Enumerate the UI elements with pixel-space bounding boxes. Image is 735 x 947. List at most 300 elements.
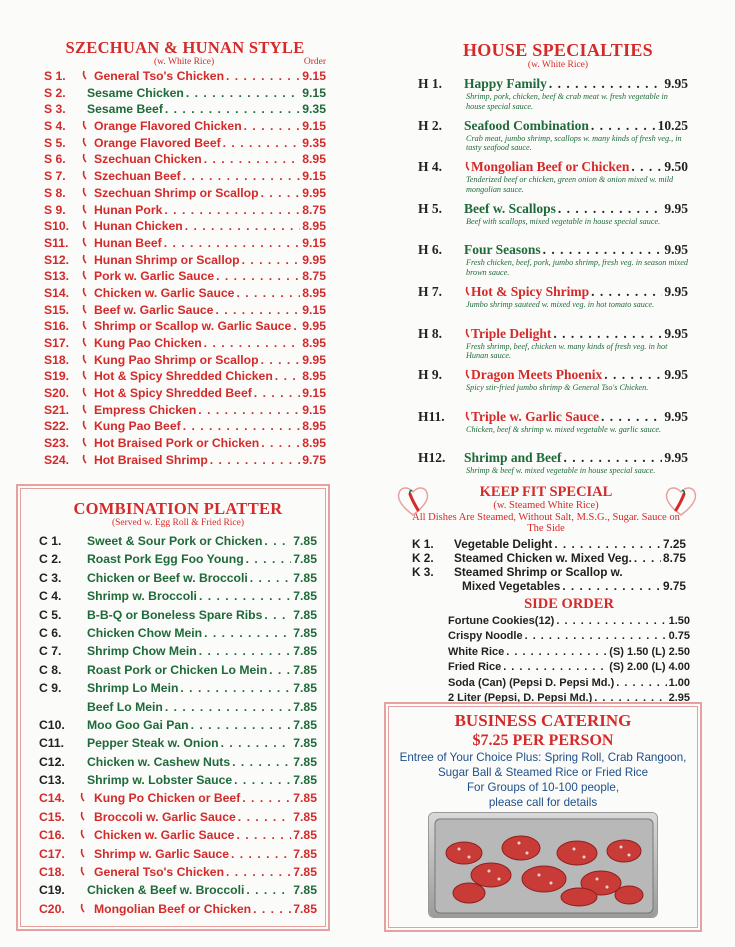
menu-item-row bbox=[39, 569, 317, 587]
item-name: Kung Pao Shrimp or Scallop bbox=[94, 352, 259, 367]
dot-leader bbox=[261, 352, 301, 369]
item-code: S12. bbox=[44, 252, 70, 267]
dot-leader bbox=[604, 367, 662, 383]
house-item bbox=[418, 326, 688, 368]
menu-item-row bbox=[418, 159, 688, 175]
item-name: Dragon Meets Phoenix bbox=[471, 367, 603, 383]
dot-leader bbox=[221, 734, 292, 752]
item-price: 1.50 bbox=[668, 615, 690, 627]
dot-leader bbox=[231, 845, 291, 863]
item-price: 9.95 bbox=[664, 76, 688, 91]
item-price: 7.85 bbox=[293, 552, 317, 567]
catering-title: BUSINESS CATERING bbox=[454, 711, 632, 730]
item-code: C16. bbox=[39, 828, 65, 843]
szechuan-subheader bbox=[44, 57, 326, 67]
dot-leader bbox=[236, 826, 291, 844]
dot-leader bbox=[543, 242, 663, 258]
menu-item-row bbox=[39, 863, 317, 881]
item-name: Pork w. Garlic Sauce bbox=[94, 269, 215, 284]
item-name: Beef w. Scallops bbox=[464, 200, 556, 216]
house-specialties-section bbox=[418, 40, 688, 492]
item-name: Hunan Beef bbox=[94, 235, 162, 250]
dot-leader bbox=[165, 698, 291, 716]
item-name: Seafood Combination bbox=[464, 117, 589, 133]
item-price: 9.15 bbox=[302, 85, 326, 100]
item-description: Shrimp & beef w. mixed vegetable in house special sauce. bbox=[466, 466, 656, 476]
item-price: 7.85 bbox=[293, 570, 317, 585]
menu-item-row bbox=[44, 318, 326, 335]
dot-leader bbox=[226, 68, 300, 85]
item-name: Orange Flavored Beef bbox=[94, 135, 221, 150]
item-name: Kung Po Chicken or Beef bbox=[94, 791, 241, 806]
dot-leader bbox=[601, 409, 662, 425]
item-code: C12. bbox=[39, 754, 65, 769]
heart-chili-icon bbox=[396, 484, 430, 518]
house-item bbox=[418, 367, 688, 409]
item-name: White Rice bbox=[448, 645, 505, 658]
menu-item-row bbox=[448, 660, 690, 675]
item-code: S10. bbox=[44, 219, 70, 234]
menu-item-row bbox=[412, 551, 686, 565]
catering-line: Sugar Ball & Steamed Rice or Fried Rice bbox=[437, 766, 649, 779]
item-name: Fortune Cookies(12) bbox=[448, 615, 555, 627]
item-name: Happy Family bbox=[464, 76, 547, 91]
menu-item-row bbox=[39, 734, 317, 752]
item-price: 8.95 bbox=[302, 152, 326, 167]
menu-item-row bbox=[418, 409, 688, 425]
dot-leader bbox=[238, 808, 291, 826]
item-code: S15. bbox=[44, 302, 70, 317]
dot-leader bbox=[234, 771, 291, 789]
item-price: 9.75 bbox=[663, 578, 686, 593]
item-code: C13. bbox=[39, 773, 65, 788]
menu-item-row bbox=[39, 808, 317, 826]
menu-item-row bbox=[39, 587, 317, 605]
item-name: Roast Pork or Chicken Lo Mein bbox=[87, 662, 268, 677]
menu-item-row bbox=[39, 900, 317, 918]
chili-pepper-icon bbox=[82, 219, 88, 235]
dot-leader bbox=[554, 537, 661, 551]
menu-item-row bbox=[418, 76, 688, 92]
chili-pepper-icon bbox=[82, 353, 88, 369]
catering-line: For Groups of 10-100 people, bbox=[466, 781, 620, 794]
item-code: S 8. bbox=[44, 185, 66, 200]
item-price: 9.15 bbox=[302, 169, 326, 184]
item-name: Shrimp Chow Mein bbox=[87, 644, 197, 659]
menu-item-row bbox=[39, 881, 317, 899]
menu-item-row bbox=[39, 624, 317, 642]
item-price: 9.75 bbox=[302, 452, 326, 467]
house-item-list bbox=[418, 76, 688, 492]
menu-item-row bbox=[412, 579, 686, 593]
chili-pepper-icon bbox=[82, 336, 88, 352]
dot-leader bbox=[198, 402, 300, 419]
house-title: HOUSE SPECIALTIES bbox=[462, 40, 653, 60]
item-price: 8.95 bbox=[302, 219, 326, 234]
menu-item-row bbox=[418, 201, 688, 217]
item-name: Moo Goo Gai Pan bbox=[87, 717, 189, 732]
menu-item-row bbox=[39, 606, 317, 624]
menu-item-row bbox=[44, 352, 326, 369]
item-name: Roast Pork Egg Foo Young bbox=[87, 552, 244, 567]
item-price: 9.50 bbox=[664, 159, 688, 175]
menu-item-row bbox=[39, 550, 317, 568]
item-price: 7.85 bbox=[293, 736, 317, 751]
item-name: Orange Flavored Chicken bbox=[94, 119, 242, 134]
menu-item-row bbox=[448, 614, 690, 629]
item-price: 9.15 bbox=[302, 69, 326, 83]
item-price: 7.85 bbox=[293, 625, 317, 640]
chili-pepper-icon bbox=[82, 152, 88, 168]
item-name: Beef Lo Mein bbox=[87, 699, 163, 714]
chili-pepper-icon bbox=[80, 827, 86, 844]
dot-leader bbox=[562, 579, 661, 593]
menu-item-row bbox=[44, 118, 326, 135]
item-description: Shrimp, pork, chicken, beef & crab meat w. fresh vegetable in house special sauce. bbox=[466, 92, 668, 111]
dot-leader bbox=[232, 753, 291, 771]
item-price: 9.95 bbox=[302, 319, 326, 334]
dot-leader bbox=[269, 661, 291, 679]
menu-item-row bbox=[39, 826, 317, 844]
house-item bbox=[418, 409, 688, 451]
item-name: Triple Delight bbox=[471, 325, 552, 341]
dot-leader bbox=[165, 101, 300, 118]
catering-price: $7.25 PER PERSON bbox=[472, 732, 614, 749]
menu-item-row bbox=[44, 185, 326, 202]
menu-item-row bbox=[412, 565, 686, 579]
dot-leader bbox=[631, 159, 662, 175]
menu-item-row bbox=[44, 285, 326, 302]
menu-item-row bbox=[44, 68, 326, 85]
item-price: 7.85 bbox=[293, 589, 317, 604]
item-name: Chicken w. Cashew Nuts bbox=[87, 754, 231, 769]
item-code: C18. bbox=[39, 865, 65, 880]
item-name: Vegetable Delight bbox=[454, 536, 553, 551]
item-name: Szechuan Shrimp or Scallop bbox=[94, 185, 259, 200]
item-name: Szechuan Beef bbox=[94, 169, 181, 184]
item-price: 8.95 bbox=[302, 336, 326, 350]
chili-pepper-icon bbox=[82, 203, 88, 219]
chili-pepper-icon bbox=[80, 846, 86, 863]
dot-leader bbox=[275, 368, 300, 385]
menu-item-row bbox=[418, 450, 688, 466]
item-name: B-B-Q or Boneless Spare Ribs bbox=[87, 607, 263, 622]
item-description: Tenderized beef or chicken, green onion & onion mixed w. mild mongolian sauce. bbox=[466, 175, 674, 194]
item-code: C17. bbox=[39, 846, 65, 861]
menu-item-row bbox=[44, 252, 326, 269]
menu-item-row bbox=[44, 402, 326, 419]
dot-leader bbox=[199, 587, 291, 605]
menu-item-row bbox=[44, 385, 326, 402]
item-price: 7.85 bbox=[293, 865, 317, 880]
menu-item-row bbox=[418, 367, 688, 383]
menu-item-row bbox=[44, 151, 326, 168]
menu-item-row bbox=[39, 789, 317, 807]
house-subtitle: (w. White Rice) bbox=[527, 60, 589, 70]
menu-item-row bbox=[39, 642, 317, 660]
item-price: 9.15 bbox=[302, 302, 326, 317]
item-price: 9.95 bbox=[664, 283, 688, 299]
item-price: 9.95 bbox=[664, 450, 688, 466]
dot-leader bbox=[250, 569, 292, 587]
side-order-section bbox=[448, 596, 690, 706]
menu-item-row bbox=[44, 218, 326, 235]
item-code: S13. bbox=[44, 269, 70, 284]
keepfit-item-list bbox=[392, 537, 700, 593]
item-price: 9.95 bbox=[302, 252, 326, 267]
item-name: Shrimp Lo Mein bbox=[87, 681, 179, 696]
house-item bbox=[418, 159, 688, 201]
dot-leader bbox=[199, 642, 292, 660]
item-price: 8.75 bbox=[663, 550, 686, 565]
dot-leader bbox=[210, 452, 300, 469]
item-code: K 3. bbox=[412, 564, 434, 579]
catering-inner bbox=[388, 706, 698, 928]
item-code: H 4. bbox=[418, 159, 443, 175]
item-name: Hot & Spicy Shrimp bbox=[471, 283, 590, 299]
item-name: Chicken or Beef w. Broccoli bbox=[87, 570, 248, 585]
item-name: Crispy Noodle bbox=[448, 630, 523, 643]
chili-pepper-icon bbox=[82, 319, 88, 335]
item-name: Hunan Pork bbox=[94, 202, 163, 217]
dot-leader bbox=[264, 606, 291, 624]
keepfit-title: KEEP FIT SPECIAL bbox=[479, 484, 613, 500]
chili-pepper-icon bbox=[82, 453, 88, 469]
item-price: 7.85 bbox=[293, 773, 317, 788]
item-name: Mongolian Beef or Chicken bbox=[94, 901, 252, 916]
combination-platter-section bbox=[16, 484, 330, 931]
chili-pepper-icon bbox=[82, 69, 88, 85]
item-code: S21. bbox=[44, 402, 70, 417]
item-price: 9.15 bbox=[302, 235, 326, 250]
item-price: 9.95 bbox=[302, 352, 326, 367]
dot-leader bbox=[244, 118, 301, 135]
item-name: Kung Pao Chicken bbox=[94, 336, 202, 350]
item-name: Hot Braised Pork or Chicken bbox=[94, 436, 260, 451]
item-name: Chicken Chow Mein bbox=[87, 625, 203, 640]
dot-leader bbox=[191, 716, 292, 734]
menu-item-row bbox=[39, 532, 317, 550]
item-code: C 4. bbox=[39, 589, 62, 604]
chili-pepper-icon bbox=[82, 253, 88, 269]
item-code: C15. bbox=[39, 809, 65, 824]
item-code: C20. bbox=[39, 901, 65, 916]
item-price: 9.95 bbox=[664, 367, 688, 383]
item-price: 10.25 bbox=[657, 117, 688, 133]
szechuan-subtitle: (w. White Rice) bbox=[154, 57, 215, 67]
chili-pepper-icon bbox=[80, 790, 86, 807]
dot-leader bbox=[215, 302, 300, 319]
menu-item-row bbox=[44, 168, 326, 185]
item-name: Steamed Chicken w. Mixed Veg. bbox=[454, 550, 632, 565]
menu-item-row bbox=[44, 368, 326, 385]
dot-leader bbox=[164, 202, 300, 219]
item-price: 7.85 bbox=[293, 607, 317, 622]
item-price: 7.85 bbox=[293, 662, 317, 677]
menu-item-row bbox=[448, 645, 690, 660]
chili-pepper-icon bbox=[80, 809, 86, 826]
item-code: C 3. bbox=[39, 570, 62, 585]
keepfit-subtitle: (w. Steamed White Rice) bbox=[493, 500, 599, 511]
item-code: S 6. bbox=[44, 152, 66, 167]
menu-item-row bbox=[418, 242, 688, 258]
menu-item-row bbox=[44, 418, 326, 435]
item-code: H 5. bbox=[418, 200, 443, 216]
dot-leader bbox=[616, 676, 666, 691]
dot-leader bbox=[186, 85, 300, 102]
item-description: Chicken, beef & shrimp w. mixed vegetable w. garlic sauce. bbox=[466, 424, 662, 434]
item-price: 8.95 bbox=[302, 285, 326, 300]
dot-leader bbox=[226, 863, 291, 881]
item-code: C 9. bbox=[39, 681, 62, 696]
item-name: Chicken w. Garlic Sauce bbox=[94, 828, 235, 843]
item-price: 0.75 bbox=[668, 630, 690, 643]
chili-pepper-icon bbox=[82, 403, 88, 419]
dot-leader bbox=[164, 235, 301, 252]
house-item bbox=[418, 118, 688, 160]
item-code: K 2. bbox=[412, 550, 434, 565]
item-price: (S) 2.00 (L) 4.00 bbox=[609, 661, 690, 674]
item-price: 8.95 bbox=[302, 419, 326, 434]
item-price: 9.95 bbox=[664, 325, 688, 341]
chili-pepper-icon bbox=[82, 169, 88, 185]
item-price: 8.75 bbox=[302, 202, 326, 217]
item-code: C 6. bbox=[39, 625, 62, 640]
szechuan-hunan-section bbox=[44, 38, 326, 469]
item-name: General Tso's Chicken bbox=[94, 69, 225, 83]
chili-pepper-icon bbox=[82, 186, 88, 202]
item-name: Shrimp and Beef bbox=[464, 450, 562, 466]
catering-food-photo bbox=[428, 812, 658, 918]
heart-chili-icon bbox=[664, 484, 698, 518]
house-item bbox=[418, 284, 688, 326]
keep-fit-section bbox=[392, 484, 700, 593]
item-code: S 1. bbox=[44, 69, 66, 83]
menu-item-row bbox=[39, 845, 317, 863]
item-price: 8.75 bbox=[302, 269, 326, 284]
menu-item-row bbox=[39, 661, 317, 679]
chili-pepper-icon bbox=[82, 286, 88, 302]
item-code: S 3. bbox=[44, 102, 66, 117]
dot-leader bbox=[254, 385, 300, 402]
catering-line: please call for details bbox=[488, 796, 598, 809]
dot-leader bbox=[564, 450, 663, 466]
dot-leader bbox=[183, 418, 301, 435]
item-name: Four Seasons bbox=[464, 242, 541, 258]
item-price: 7.85 bbox=[293, 717, 317, 732]
item-code: H 8. bbox=[418, 325, 443, 341]
dot-leader bbox=[204, 335, 301, 352]
item-name: General Tso's Chicken bbox=[94, 865, 225, 880]
order-label: Order bbox=[303, 57, 326, 67]
menu-item-row bbox=[39, 771, 317, 789]
dot-leader bbox=[591, 118, 656, 134]
item-code: S20. bbox=[44, 386, 70, 401]
dot-leader bbox=[242, 252, 301, 269]
dot-leader bbox=[558, 201, 662, 217]
item-code: S22. bbox=[44, 419, 70, 434]
item-code: S 7. bbox=[44, 169, 66, 184]
chili-pepper-icon bbox=[82, 236, 88, 252]
chili-pepper-icon bbox=[82, 119, 88, 135]
side-item-list bbox=[448, 614, 690, 706]
dot-leader bbox=[293, 318, 300, 335]
dot-leader bbox=[261, 185, 301, 202]
dot-leader bbox=[236, 285, 300, 302]
dot-leader bbox=[223, 135, 301, 152]
catering-line: Entree of Your Choice Plus: Spring Roll, Crab Rangoon, bbox=[399, 751, 687, 764]
item-name: Broccoli w. Garlic Sauce bbox=[94, 809, 236, 824]
item-price: 8.95 bbox=[302, 369, 326, 384]
chili-pepper-icon bbox=[82, 369, 88, 385]
dot-leader bbox=[246, 550, 292, 568]
menu-item-row bbox=[44, 135, 326, 152]
item-name: Empress Chicken bbox=[94, 402, 197, 417]
item-name: Hunan Chicken bbox=[94, 219, 183, 234]
item-name: Sesame Chicken bbox=[87, 85, 184, 100]
menu-item-row bbox=[44, 435, 326, 452]
menu-item-row bbox=[44, 452, 326, 469]
chili-pepper-icon bbox=[82, 386, 88, 402]
dot-leader bbox=[556, 614, 666, 629]
item-price: 7.85 bbox=[293, 681, 317, 696]
item-code: H11. bbox=[418, 408, 445, 424]
menu-item-row bbox=[44, 202, 326, 219]
item-name: Pepper Steak w. Onion bbox=[87, 736, 219, 751]
item-price: 7.85 bbox=[293, 809, 317, 824]
item-name: Steamed Shrimp or Scallop w. bbox=[454, 564, 623, 579]
dot-leader bbox=[180, 679, 291, 697]
item-name: Mixed Vegetables bbox=[462, 578, 561, 593]
chili-pepper-icon bbox=[82, 269, 88, 285]
item-code: C 8. bbox=[39, 662, 62, 677]
item-name: Chicken w. Garlic Sauce bbox=[94, 285, 235, 300]
item-code: S16. bbox=[44, 319, 70, 334]
item-code: C11. bbox=[39, 736, 65, 751]
item-code: S11. bbox=[44, 235, 69, 250]
item-code: S19. bbox=[44, 369, 70, 384]
item-code: C 1. bbox=[39, 534, 62, 548]
chili-pepper-icon bbox=[82, 136, 88, 152]
item-description: Spicy stir-fried jumbo shrimp & General Tso's Chicken. bbox=[466, 383, 649, 393]
item-price: 9.95 bbox=[664, 408, 688, 424]
item-name: Hot & Spicy Shredded Beef bbox=[94, 386, 252, 401]
menu-item-row bbox=[448, 676, 690, 691]
item-description: Crab meat, jumbo shrimp, scallops w. many kinds of fresh veg., in tasty seafood sauce. bbox=[466, 133, 682, 153]
item-price: 7.85 bbox=[293, 644, 317, 659]
item-description: Fresh shrimp, beef, chicken w. many kinds of fresh veg. in hot Hunan sauce. bbox=[466, 341, 668, 361]
item-code: S 5. bbox=[44, 135, 66, 150]
item-price: 9.35 bbox=[302, 102, 326, 117]
item-price: 7.85 bbox=[293, 883, 317, 898]
item-code: C14. bbox=[39, 791, 65, 806]
item-price: 9.35 bbox=[302, 135, 326, 150]
item-code: H12. bbox=[418, 450, 446, 466]
item-name: Hot Braised Shrimp bbox=[94, 452, 208, 467]
dot-leader bbox=[204, 151, 301, 168]
item-name: 2 Liter (Pepsi, D. Pepsi Md.) bbox=[448, 691, 593, 704]
item-code: C 7. bbox=[39, 644, 62, 659]
item-name: Sweet & Sour Pork or Chicken bbox=[87, 534, 263, 548]
dot-leader bbox=[525, 629, 667, 644]
house-item bbox=[418, 242, 688, 284]
item-name: Mongolian Beef or Chicken bbox=[471, 159, 630, 175]
item-name: Hunan Shrimp or Scallop bbox=[94, 252, 240, 267]
dot-leader bbox=[591, 284, 662, 300]
menu-item-row bbox=[44, 101, 326, 118]
item-price: 7.85 bbox=[293, 754, 317, 769]
item-code: C 5. bbox=[39, 607, 62, 622]
